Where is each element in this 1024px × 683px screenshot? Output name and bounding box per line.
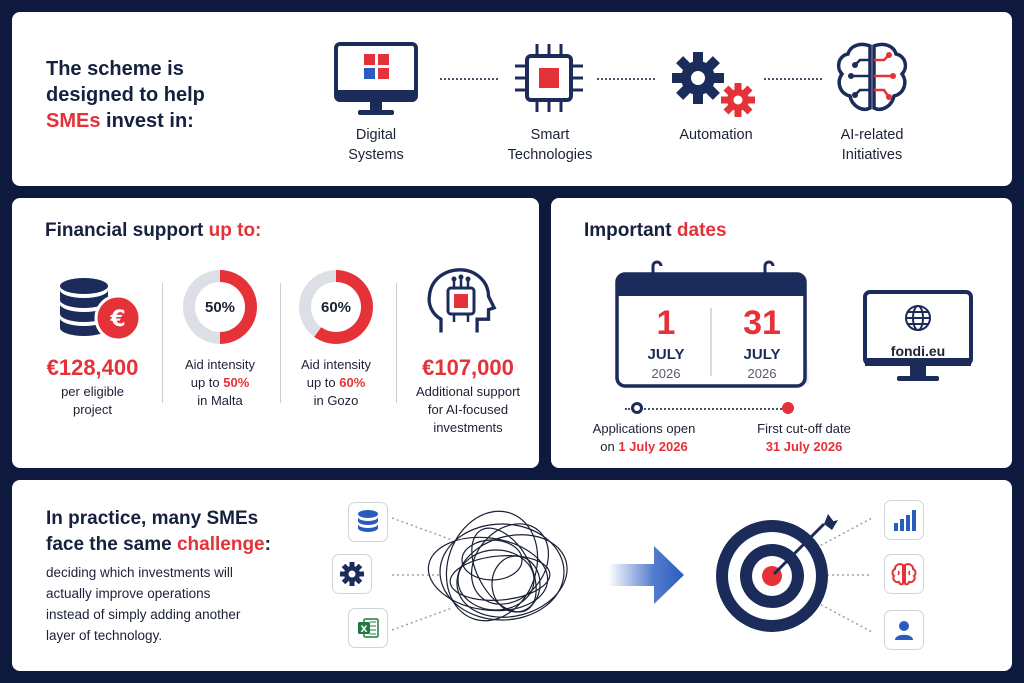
amount-ai-support: €107,000	[422, 355, 514, 380]
caption-line: investments	[433, 420, 503, 435]
timeline-marker-cutoff	[782, 402, 794, 414]
website-monitor-icon	[861, 288, 975, 388]
chip-icon	[509, 38, 589, 118]
dotted-connector	[440, 78, 498, 80]
caption-line: for AI-focused	[427, 402, 509, 417]
caption-highlight: 31 July 2026	[765, 439, 843, 454]
caption-line: per eligible	[61, 384, 124, 399]
challenge-headline-line-1: In practice, many SMEs	[46, 508, 259, 529]
body-line: actually improve operations	[46, 586, 211, 601]
user-icon-box	[884, 610, 924, 650]
monitor-apps-icon	[330, 36, 422, 128]
caption-line: First cut-off date	[757, 421, 851, 436]
gear-icon-box	[332, 554, 372, 594]
caption-line: project	[72, 402, 113, 417]
category-automation	[656, 125, 776, 145]
aid-intensity-malta-caption	[164, 356, 276, 410]
financial-title-text: Financial support	[45, 220, 209, 241]
caption-highlight: 50%	[223, 375, 250, 390]
arrow-right-icon	[608, 546, 684, 604]
category-line: Digital	[355, 127, 397, 143]
database-icon	[356, 509, 380, 535]
amount-per-project: €128,400	[46, 355, 139, 380]
timeline-line	[625, 408, 793, 410]
dotted-connector	[764, 78, 822, 80]
brain-icon-box	[884, 554, 924, 594]
caption-line: in Malta	[197, 393, 243, 408]
dates-title-highlight: dates	[676, 220, 727, 241]
caption-line: Aid intensity	[184, 357, 256, 372]
divider	[162, 283, 163, 403]
donut-label: 50%	[195, 282, 245, 332]
calendar-month-open: JULY	[647, 346, 685, 363]
calendar-year-cutoff: 2026	[747, 366, 777, 381]
category-line: Technologies	[507, 147, 593, 163]
donut-label: 60%	[311, 282, 361, 332]
calendar-day-cutoff: 31	[743, 304, 781, 342]
financial-support-panel	[12, 198, 539, 468]
body-line: instead of simply adding another	[46, 607, 241, 622]
challenge-headline-text: face the same	[46, 534, 177, 555]
caption-line: Additional support	[415, 384, 521, 399]
caption-line: on	[600, 439, 619, 454]
challenge-headline-colon: :	[264, 534, 271, 555]
headline-sme: SMEs	[46, 110, 101, 132]
gear-icon	[339, 561, 365, 587]
category-digital-systems	[326, 125, 426, 165]
scheme-headline	[46, 56, 266, 134]
body-line: layer of technology.	[46, 628, 163, 643]
bar-chart-icon	[892, 509, 916, 531]
excel-icon	[356, 616, 380, 640]
headline-line-1: The scheme is	[46, 58, 184, 80]
challenge-panel	[12, 480, 1012, 671]
category-line: AI-related	[840, 127, 904, 143]
category-smart-technologies	[490, 125, 610, 165]
important-dates-panel	[551, 198, 1012, 468]
body-line: deciding which investments will	[46, 565, 233, 580]
category-line: Initiatives	[841, 147, 903, 163]
ai-brain-icon	[830, 36, 914, 120]
gears-icon	[660, 38, 760, 124]
challenge-headline	[46, 506, 326, 558]
svg-text:€: €	[110, 307, 126, 332]
financial-title	[45, 220, 261, 242]
caption-line: up to	[306, 375, 340, 390]
aid-intensity-gozo-caption	[280, 356, 392, 410]
headline-line-2: designed to help	[46, 84, 205, 106]
brain-icon	[891, 562, 917, 586]
amount-ai-support-caption	[398, 383, 538, 437]
coins-euro-icon	[56, 276, 146, 346]
headline-rest: invest in:	[100, 110, 194, 132]
user-icon	[893, 619, 915, 641]
category-line: Automation	[679, 127, 753, 143]
applications-open-caption	[579, 420, 709, 456]
divider	[396, 283, 397, 403]
website-label[interactable]: fondi.eu	[890, 343, 946, 359]
dates-title-text: Important	[584, 220, 677, 241]
ai-head-icon	[422, 266, 498, 342]
challenge-body	[46, 562, 316, 646]
aid-intensity-malta-donut	[183, 270, 257, 344]
caption-line: up to	[190, 375, 224, 390]
caption-line: in Gozo	[313, 393, 359, 408]
calendar-year-open: 2026	[651, 366, 681, 381]
caption-line: Applications open	[592, 421, 696, 436]
database-icon-box	[348, 502, 388, 542]
dotted-connector	[597, 78, 655, 80]
calendar-month-cutoff: JULY	[743, 346, 781, 363]
cutoff-date-caption	[739, 420, 869, 456]
category-line: Systems	[348, 147, 404, 163]
financial-title-highlight: up to:	[208, 220, 262, 241]
challenge-headline-highlight: challenge	[176, 534, 265, 555]
challenge-diagram	[392, 480, 952, 671]
excel-icon-box	[348, 608, 388, 648]
bar-chart-icon-box	[884, 500, 924, 540]
caption-line: Aid intensity	[300, 357, 372, 372]
caption-highlight: 1 July 2026	[618, 439, 688, 454]
calendar-day-open: 1	[656, 304, 676, 342]
aid-intensity-gozo-donut	[299, 270, 373, 344]
caption-highlight: 60%	[339, 375, 366, 390]
amount-per-project-caption	[30, 383, 155, 419]
timeline-marker-open	[631, 402, 643, 414]
scheme-panel	[12, 12, 1012, 186]
category-ai-initiatives	[812, 125, 932, 165]
svg-text:X: X	[360, 625, 368, 635]
category-line: Smart	[530, 127, 570, 143]
dates-title	[584, 220, 727, 242]
